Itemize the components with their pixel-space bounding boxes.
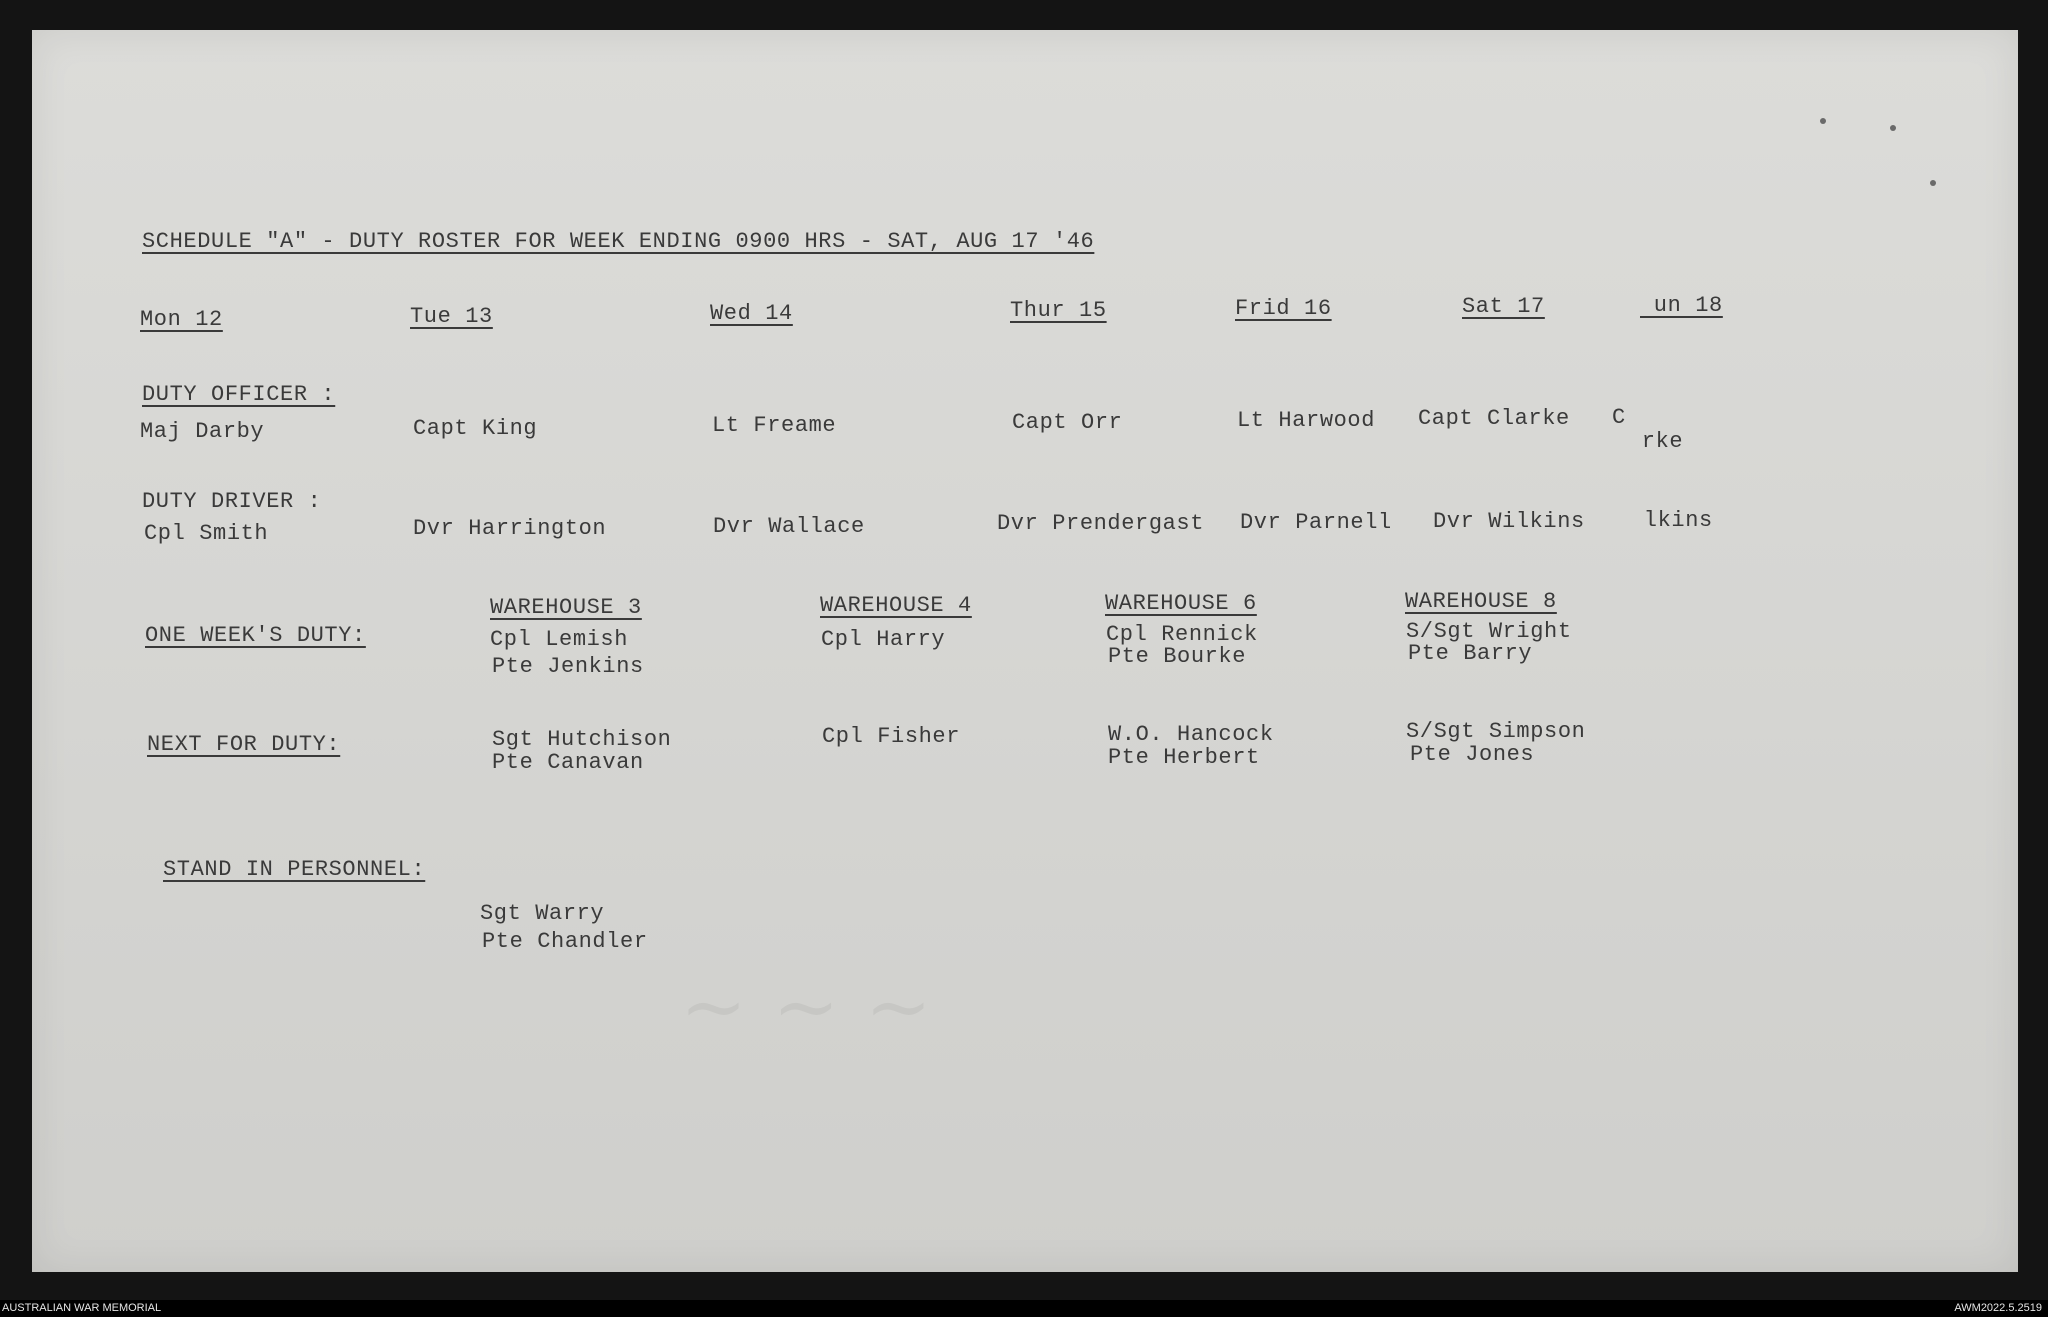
next-duty-name: S/Sgt Simpson: [1406, 719, 1586, 744]
duty-driver-label: DUTY DRIVER :: [142, 489, 322, 514]
warehouse-heading: WAREHOUSE 3: [490, 595, 642, 620]
next-duty-name: Pte Canavan: [492, 750, 644, 775]
duty-officer-name: Capt Clarke: [1418, 406, 1570, 431]
duty-officer-name: Capt King: [413, 416, 538, 441]
document-title: SCHEDULE "A" - DUTY ROSTER FOR WEEK ENDING 0900 HRS - SAT, AUG 17 '46: [142, 229, 1095, 254]
duty-driver-name: Cpl Smith: [144, 521, 269, 546]
staple-mark: [1890, 125, 1896, 131]
day-header: un 18: [1640, 293, 1723, 318]
archive-footer: [0, 1300, 2048, 1317]
stand-in-name: Pte Chandler: [482, 929, 648, 954]
duty-name: Pte Bourke: [1108, 644, 1247, 669]
staple-mark: [1820, 118, 1826, 124]
stand-in-name: Sgt Warry: [480, 901, 605, 926]
duty-officer-name: Maj Darby: [140, 419, 265, 444]
duty-driver-name: Dvr Harrington: [413, 516, 607, 541]
next-duty-name: Pte Jones: [1410, 742, 1535, 767]
duty-driver-name: Dvr Parnell: [1240, 510, 1392, 535]
duty-driver-name: Dvr Wallace: [713, 514, 865, 539]
duty-officer-name: Capt Orr: [1012, 410, 1123, 435]
warehouse-heading: WAREHOUSE 4: [820, 593, 972, 618]
duty-driver-name: Dvr Wilkins: [1433, 509, 1585, 534]
duty-officer-name: C: [1612, 405, 1682, 430]
next-duty-name: Cpl Fisher: [822, 724, 961, 749]
day-header: Frid 16: [1235, 296, 1332, 321]
day-header: Thur 15: [1010, 298, 1107, 323]
duty-driver-name: lkins: [1630, 508, 1713, 533]
day-header: Sat 17: [1462, 294, 1545, 319]
one-week-duty-label: ONE WEEK'S DUTY:: [145, 623, 366, 648]
stand-in-label: STAND IN PERSONNEL:: [163, 857, 426, 882]
duty-name: Pte Barry: [1408, 641, 1533, 666]
next-duty-name: Sgt Hutchison: [492, 727, 672, 752]
duty-name: Cpl Harry: [821, 627, 946, 652]
duty-name: Cpl Lemish: [490, 627, 629, 652]
staple-mark: [1930, 180, 1936, 186]
next-duty-name: Pte Herbert: [1108, 745, 1260, 770]
warehouse-heading: WAREHOUSE 6: [1105, 591, 1257, 616]
duty-officer-label: DUTY OFFICER :: [142, 382, 336, 407]
footer-accession-number: AWM2022.5.2519: [1954, 1302, 2042, 1314]
duty-name: Pte Jenkins: [492, 654, 644, 679]
next-for-duty-label: NEXT FOR DUTY:: [147, 732, 341, 757]
day-header: Wed 14: [710, 301, 793, 326]
day-header: Tue 13: [410, 304, 493, 329]
duty-name: Cpl Rennick: [1106, 622, 1258, 647]
duty-officer-name: Lt Freame: [712, 413, 837, 438]
day-header: Mon 12: [140, 307, 223, 332]
duty-name: S/Sgt Wright: [1406, 619, 1572, 644]
footer-institution: AUSTRALIAN WAR MEMORIAL: [2, 1302, 162, 1314]
duty-driver-name: Dvr Prendergast: [997, 511, 1205, 536]
next-duty-name: W.O. Hancock: [1108, 722, 1274, 747]
watermark-signature: ~ ~ ~: [680, 960, 932, 1053]
warehouse-heading: WAREHOUSE 8: [1405, 589, 1557, 614]
duty-officer-name: Lt Harwood: [1237, 408, 1376, 433]
duty-officer-name: rke: [1628, 429, 1684, 454]
